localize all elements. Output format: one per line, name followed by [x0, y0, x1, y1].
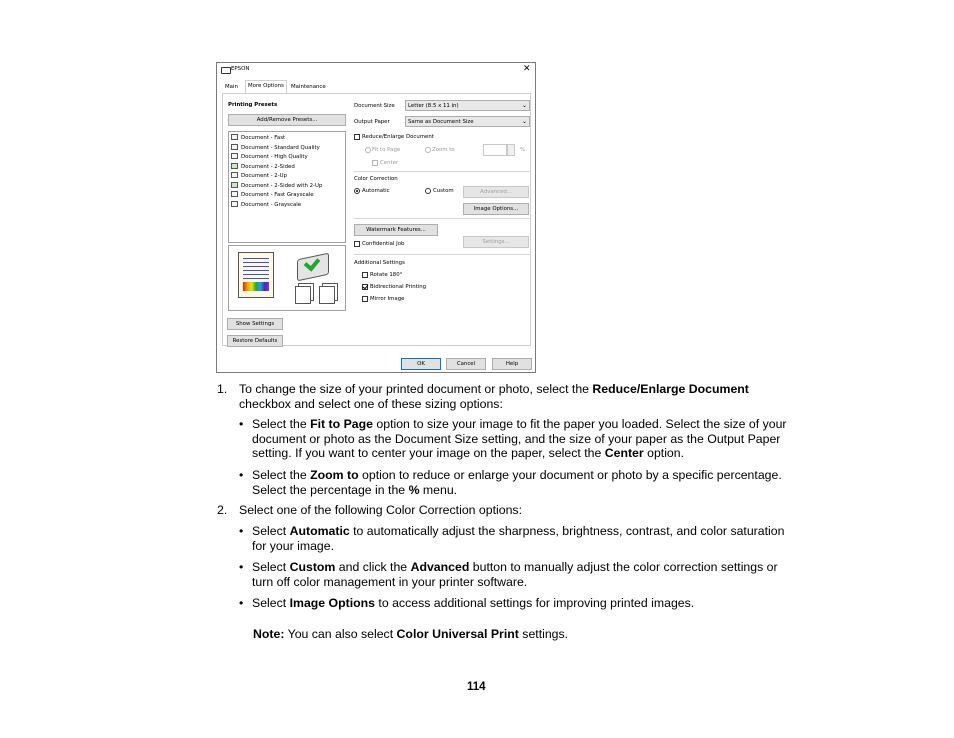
bidirectional-printing-checkbox[interactable] [362, 284, 368, 290]
step-2-number: 2. [217, 503, 228, 517]
reduce-enlarge-label: Reduce/Enlarge Document [362, 133, 434, 140]
output-paper-select[interactable]: Same as Document Size ⌄ [405, 116, 530, 127]
grayscale-document-icon [231, 191, 238, 197]
reduce-enlarge-checkbox[interactable] [354, 134, 360, 140]
page-preview-icon [238, 252, 274, 298]
zoom-percent-input[interactable] [483, 144, 507, 156]
custom-radio[interactable] [425, 188, 431, 194]
document-icon [231, 134, 238, 140]
reverse-order-pages-icon [319, 286, 335, 304]
step-1-text: To change the size of your printed document or photo, select the Reduce/Enlarge Document checkbox and select one of these sizing options: [239, 382, 749, 411]
percent-label: % [520, 146, 526, 153]
advanced-button[interactable]: Advanced... [463, 186, 529, 198]
fit-to-page-paragraph: Select the Fit to Page option to size your image to fit the paper you loaded. Select the size of your document or photo as the Document Size setting, and the size of your paper as the Output Paper setting. If you want to center your image on the paper, select the Center option. [252, 417, 787, 460]
color-correction-label: Color Correction [354, 176, 398, 182]
list-item[interactable]: Document - Grayscale [231, 201, 301, 210]
bullet: • [239, 417, 244, 431]
document-size-label: Document Size [354, 103, 395, 109]
bullet: • [239, 560, 244, 574]
ok-button[interactable]: OK [401, 358, 441, 370]
printing-presets-label: Printing Presets [228, 102, 278, 108]
watermark-features-button[interactable]: Watermark Features... [354, 224, 438, 236]
center-checkbox[interactable] [372, 160, 378, 166]
automatic-label: Automatic [362, 187, 390, 194]
tab-maintenance[interactable]: Maintenance [291, 84, 326, 90]
add-remove-presets-button[interactable]: Add/Remove Presets... [228, 114, 346, 126]
fit-to-page-label: Fit to Page [372, 146, 401, 153]
document-icon [231, 153, 238, 159]
rotate-180-checkbox[interactable] [362, 272, 368, 278]
zoom-to-paragraph: Select the Zoom to option to reduce or enlarge your document or photo by a specific percentage. Select the percentage in the % menu. [252, 468, 782, 497]
note-paragraph: Note: You can also select Color Universal Print settings. [253, 627, 569, 641]
list-item[interactable]: Document - 2-Sided [231, 163, 295, 172]
additional-settings-label: Additional Settings [354, 260, 405, 266]
two-up-icon [231, 172, 238, 178]
chevron-down-icon: ⌄ [521, 118, 527, 125]
help-button[interactable]: Help [492, 358, 532, 370]
list-item[interactable]: Document - Fast [231, 134, 285, 143]
show-settings-button[interactable]: Show Settings [227, 318, 283, 330]
zoom-to-label: Zoom to [432, 146, 455, 153]
custom-label: Custom [433, 187, 454, 194]
automatic-paragraph: Select Automatic to automatically adjust the sharpness, brightness, contrast, and color saturation for your image. [252, 524, 785, 553]
page-number: 114 [467, 681, 486, 693]
custom-paragraph: Select Custom and click the Advanced button to manually adjust the color correction settings or turn off color management in your printer software. [252, 560, 778, 589]
divider [354, 218, 530, 219]
output-paper-label: Output Paper [354, 119, 390, 125]
center-label: Center [380, 159, 399, 166]
divider [354, 171, 530, 172]
print-preview-panel [228, 245, 346, 311]
zoom-spinner[interactable] [507, 144, 515, 156]
mirror-image-label: Mirror Image [370, 295, 405, 302]
image-options-button[interactable]: Image Options... [463, 203, 529, 215]
mirror-image-checkbox[interactable] [362, 296, 368, 302]
confidential-job-checkbox[interactable] [354, 241, 360, 247]
settings-button[interactable]: Settings... [463, 236, 529, 248]
dialog-title: EPSON [231, 66, 250, 72]
step-2-text: Select one of the following Color Correction options: [239, 503, 522, 517]
restore-defaults-button[interactable]: Restore Defaults [227, 335, 283, 347]
list-item[interactable]: Document - Standard Quality [231, 144, 320, 153]
step-1-number: 1. [217, 382, 228, 396]
tab-more-options[interactable]: More Options [245, 80, 287, 94]
confidential-job-label: Confidential Job [362, 240, 405, 247]
presets-list [228, 131, 346, 243]
list-item[interactable]: Document - High Quality [231, 153, 308, 162]
bullet: • [239, 468, 244, 482]
two-sided-icon [231, 163, 238, 169]
bidirectional-printing-label: Bidirectional Printing [370, 283, 427, 290]
cancel-button[interactable]: Cancel [446, 358, 486, 370]
collate-pages-icon [295, 286, 311, 304]
tab-panel [222, 93, 531, 346]
zoom-to-radio[interactable] [425, 147, 431, 153]
tab-main[interactable]: Main [225, 84, 238, 90]
automatic-radio[interactable] [354, 188, 360, 194]
two-sided-two-up-icon [231, 182, 238, 188]
list-item[interactable]: Document - 2-Up [231, 172, 287, 181]
checkmark-icon [363, 284, 369, 290]
grayscale-document-icon [231, 201, 238, 207]
divider [354, 254, 530, 255]
fit-to-page-radio[interactable] [365, 147, 371, 153]
list-item[interactable]: Document - 2-Sided with 2-Up [231, 182, 322, 191]
list-item[interactable]: Document - Fast Grayscale [231, 191, 314, 200]
image-options-paragraph: Select Image Options to access additional settings for improving printed images. [252, 596, 695, 610]
document-icon [231, 144, 238, 150]
chevron-down-icon: ⌄ [521, 102, 527, 109]
bullet: • [239, 596, 244, 610]
bullet: • [239, 524, 244, 538]
epson-logo-icon [221, 67, 231, 74]
close-icon[interactable]: ✕ [523, 64, 531, 74]
rotate-180-label: Rotate 180° [370, 271, 403, 278]
epson-print-dialog [216, 62, 536, 373]
document-size-select[interactable]: Letter (8.5 x 11 in) ⌄ [405, 100, 530, 111]
